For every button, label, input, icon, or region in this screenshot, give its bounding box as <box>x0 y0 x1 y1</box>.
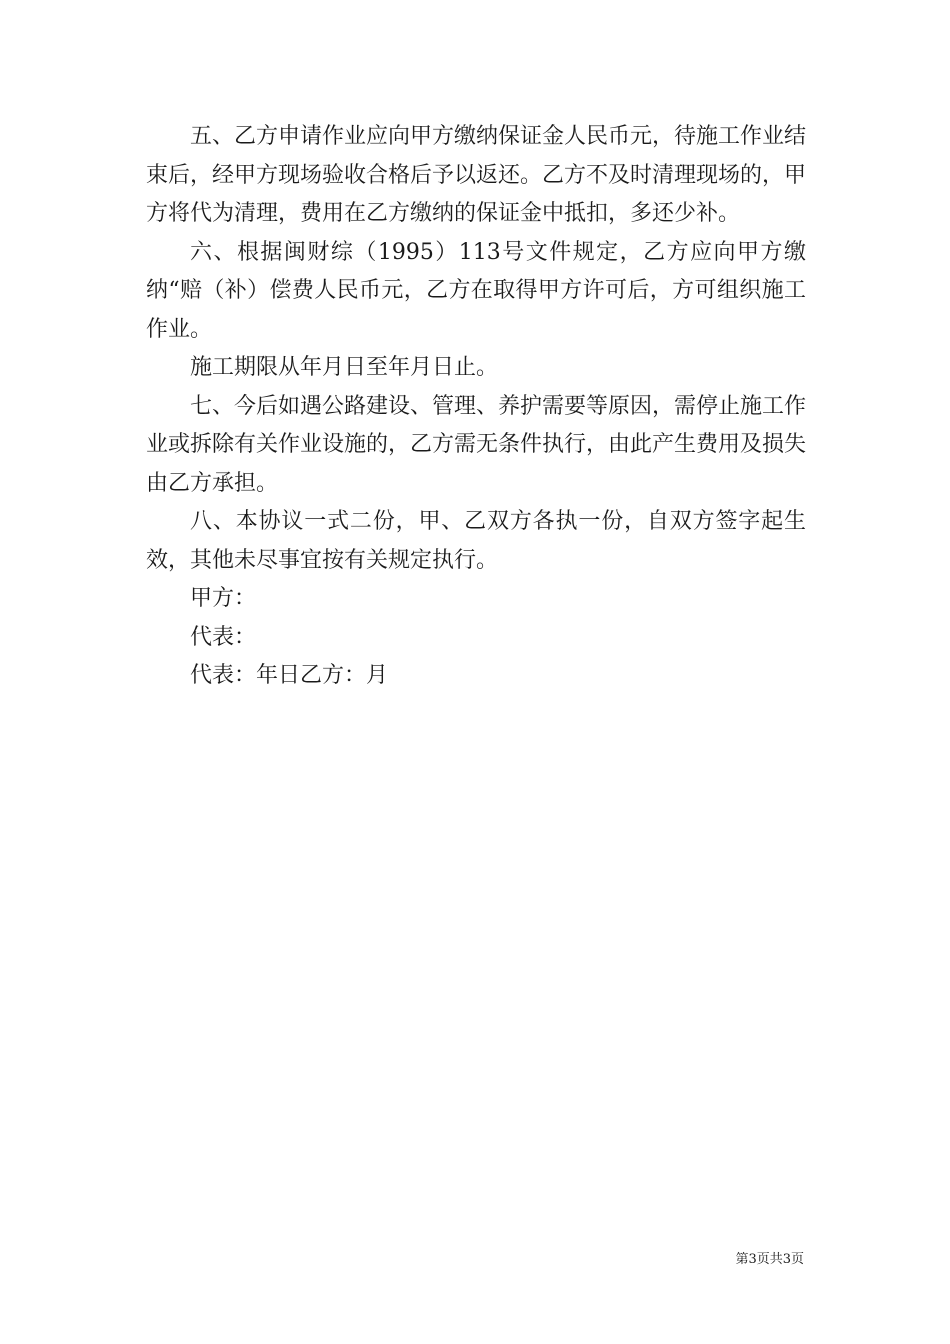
page-number: 第3页共3页 <box>735 1252 804 1267</box>
clause-7: 七、今后如遇公路建设、管理、养护需要等原因，需停止施工作业或拆除有关作业设施的，乙方需无条件执行，由此产生费用及损失由乙方承担。 <box>146 393 807 496</box>
construction-period: 施工期限从年月日至年月日止。 <box>190 355 499 380</box>
signature-representative-date: 代表：年日乙方：月 <box>190 663 389 688</box>
clause-6: 六、根据闽财综（1995）113号文件规定，乙方应向甲方缴纳“赔（补）偿费人民币元，乙方在取得甲方许可后，方可组织施工作业。 <box>146 239 806 342</box>
document-body <box>146 118 806 696</box>
signature-representative: 代表： <box>190 624 257 650</box>
clause-8: 八、本协议一式二份，甲、乙双方各执一份，自双方签字起生效，其他未尽事宜按有关规定执行。 <box>146 509 806 573</box>
clause-5: 五、乙方申请作业应向甲方缴纳保证金人民币元，待施工作业结束后，经甲方现场验收合格后予以返还。乙方不及时清理现场的，甲方将代为清理，费用在乙方缴纳的保证金中抵扣，多还少补。 <box>146 124 807 226</box>
signature-party-a: 甲方： <box>190 586 257 611</box>
